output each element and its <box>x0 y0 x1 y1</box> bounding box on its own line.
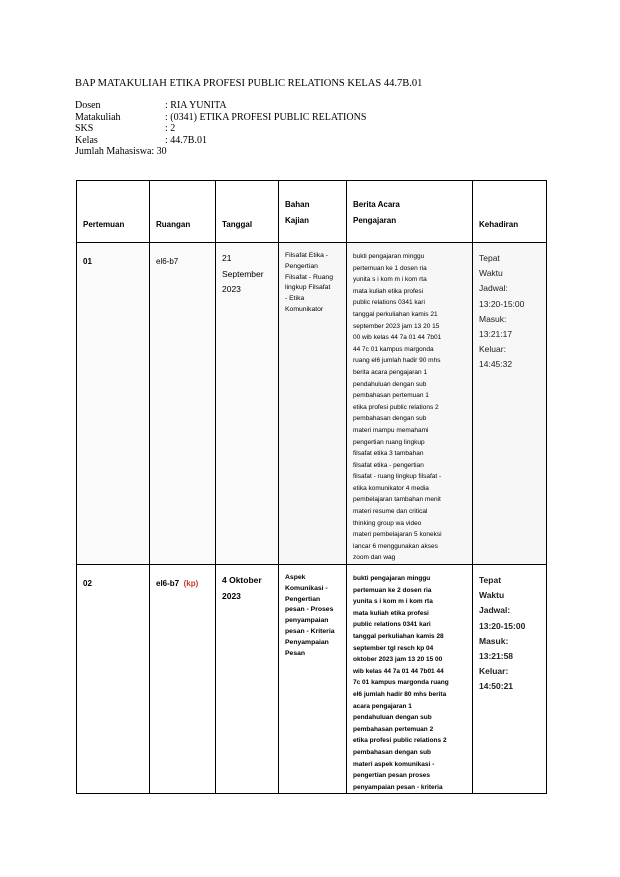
header-pertemuan: Pertemuan <box>77 181 150 243</box>
cell-pertemuan <box>77 243 150 565</box>
kehadiran-line: 13:21:58 <box>479 651 514 662</box>
bahan-line: Pengertian <box>285 262 318 270</box>
cell-bahan-kajian <box>279 565 347 794</box>
header-tanggal: Tanggal <box>216 181 279 243</box>
meta-value: : (0341) ETIKA PROFESI PUBLIC RELATIONS <box>165 111 367 123</box>
cell-tanggal <box>216 565 279 794</box>
berita-line: materi resume dan critical <box>353 508 428 516</box>
berita-line: berita acara pengajaran 1 <box>353 368 428 376</box>
kehadiran-line: Tepat <box>479 253 500 263</box>
bahan-line: Komunikator <box>285 305 324 313</box>
table-row <box>77 243 547 565</box>
cell-ruangan <box>150 243 216 565</box>
berita-line: pembahasan pertemuan 1 <box>353 392 429 400</box>
berita-line: bukti pengajaran minggu <box>353 575 431 583</box>
berita-line: 00 wib kelas 44 7a 01 44 7b01 <box>353 334 442 342</box>
bahan-line: Komunikasi - <box>285 584 328 592</box>
berita-line: 7c 01 kampus margonda ruang <box>353 679 449 687</box>
berita-line: materi pembelajaran 5 koneksi <box>353 531 442 539</box>
tanggal-line: September <box>222 268 264 279</box>
bahan-line: Pesan <box>285 649 306 657</box>
kehadiran-line: Masuk: <box>479 635 509 646</box>
meta-label: Dosen <box>75 100 101 111</box>
kehadiran-line: Jadwal: <box>479 605 511 616</box>
berita-line: filsafat etika 3 tambahan <box>353 450 424 458</box>
berita-line: acara pengajaran 1 <box>353 702 412 710</box>
berita-line: pembahasan dengan sub <box>353 748 432 756</box>
meta-value: : 2 <box>165 123 176 135</box>
kehadiran-line: 13:20-15:00 <box>479 620 526 631</box>
berita-line: bukti pengajaran minggu <box>353 253 425 260</box>
berita-line: materi aspek komunikasi - <box>353 760 435 768</box>
bahan-line: - Etika <box>285 295 305 303</box>
bahan-line: penyampaian <box>285 617 329 625</box>
meta-row-sks <box>75 123 366 135</box>
pertemuan-number: 02 <box>83 579 92 589</box>
berita-line: penyampaian pesan - kriteria <box>353 783 443 791</box>
cell-berita-acara <box>347 565 473 794</box>
bahan-line: lingkup Filsafat <box>285 284 331 292</box>
meta-value: : 44.7B.01 <box>165 134 207 146</box>
cell-kehadiran <box>473 243 547 565</box>
berita-line: pengertian ruang lingkup <box>353 438 425 446</box>
berita-line: tanggal perkuliahan kamis 21 <box>353 310 438 318</box>
meta-label: Jumlah Mahasiswa <box>75 146 152 158</box>
meta-value: : RIA YUNITA <box>165 100 227 111</box>
ruangan-value: el6-b7 <box>156 257 179 266</box>
kehadiran-line: Keluar: <box>479 666 509 677</box>
berita-line: pembelajaran tambahan menit <box>353 496 441 504</box>
header-ruangan: Ruangan <box>150 181 216 243</box>
cell-bahan-kajian <box>279 243 347 565</box>
table-header-row <box>77 181 547 243</box>
kehadiran-line: Waktu <box>479 590 505 601</box>
tanggal-line: 2023 <box>222 590 241 601</box>
berita-line: tanggal perkuliahan kamis 28 <box>353 633 444 640</box>
berita-line: mata kuliah etika profesi <box>353 609 429 617</box>
meta-label: Matakuliah <box>75 111 121 123</box>
berita-line: pertemuan ke 1 dosen ria <box>353 264 427 272</box>
kehadiran-line: Jadwal: <box>479 283 508 294</box>
berita-line: materi mampu memahami <box>353 426 429 434</box>
course-meta <box>75 100 366 158</box>
berita-line: pertemuan ke 2 dosen ria <box>353 586 432 594</box>
bahan-line: Pengertian <box>285 595 321 603</box>
berita-line: 44 7c 01 kampus margonda <box>353 345 434 353</box>
berita-line: yunita s i kom m i kom rta <box>353 598 433 606</box>
berita-line: pengertian pesan proses <box>353 772 430 780</box>
header-berita-acara: Berita Acara Pengajaran <box>347 181 473 243</box>
bap-table <box>76 180 547 794</box>
pertemuan-number: 01 <box>83 257 92 266</box>
berita-line: september 2023 jam 13 20 15 <box>353 322 440 330</box>
header-bahan-kajian: Bahan Kajian <box>279 181 347 243</box>
meta-row-dosen <box>75 100 366 112</box>
meta-row-matakuliah <box>75 112 366 124</box>
ruangan-value: el6-b7 <box>156 579 180 589</box>
berita-line: oktober 2023 jam 13 20 15 00 <box>353 656 443 664</box>
berita-line: el6 jumlah hadir 80 mhs berita <box>353 690 447 698</box>
berita-line: thinking group wa video <box>353 519 422 527</box>
berita-line: pembahasan pertemuan 2 <box>353 725 434 733</box>
tanggal-line: 2023 <box>222 284 241 294</box>
cell-tanggal <box>216 243 279 565</box>
meta-value: : 30 <box>151 146 167 158</box>
berita-line: lancar 6 menggunakan akses <box>353 542 438 550</box>
bahan-line: pesan - Proses <box>285 606 334 614</box>
tanggal-line: 4 Oktober <box>222 575 262 586</box>
table-row <box>77 565 547 794</box>
kehadiran-line: Tepat <box>479 575 502 586</box>
bahan-line: Penyampaian <box>285 638 329 646</box>
berita-line: yunita s i kom m i kom rta <box>353 276 427 284</box>
kehadiran-line: 13:20-15:00 <box>479 298 525 309</box>
berita-line: mata kuliah etika profesi <box>353 287 424 295</box>
meta-label: Kelas <box>75 134 98 146</box>
berita-line: etika profesi public relations 2 <box>353 403 439 411</box>
berita-line: ruang el6 jumlah hadir 90 mhs <box>353 357 441 365</box>
meta-row-jumlah-mahasiswa <box>75 146 366 158</box>
meta-row-kelas <box>75 135 366 147</box>
meta-label: SKS <box>75 123 94 135</box>
bahan-line: Filsafat Etika - <box>285 252 329 259</box>
berita-line: public relations 0341 kari <box>353 299 425 307</box>
berita-line: etika komunikator 4 media <box>353 484 429 492</box>
header-kehadiran: Kehadiran <box>473 181 547 243</box>
document-title: BAP MATAKULIAH ETIKA PROFESI PUBLIC RELATIONS KELAS 44.7B.01 <box>75 78 423 89</box>
berita-line: zoom dan wag <box>353 554 396 562</box>
bahan-line: pesan - Kriteria <box>285 628 335 636</box>
berita-line: filsafat - ruang lingkup filsafat - <box>353 473 442 481</box>
ruangan-tag: (kp) <box>183 579 199 589</box>
berita-line: wib kelas 44 7a 01 44 7b01 44 <box>353 667 444 675</box>
berita-line: pendahuluan dengan sub <box>353 380 427 388</box>
berita-line: pendahuluan dengan sub <box>353 714 432 722</box>
kehadiran-line: Masuk: <box>479 313 507 324</box>
cell-pertemuan <box>77 565 150 794</box>
kehadiran-line: 13:21:17 <box>479 329 513 340</box>
berita-line: pembahasan dengan sub <box>353 415 427 423</box>
kehadiran-line: 14:50:21 <box>479 681 514 692</box>
cell-ruangan <box>150 565 216 794</box>
kehadiran-line: Waktu <box>479 268 503 279</box>
bahan-line: Aspek <box>285 574 306 582</box>
cell-berita-acara <box>347 243 473 565</box>
tanggal-line: 21 <box>222 253 232 263</box>
kehadiran-line: Keluar: <box>479 344 506 355</box>
bahan-line: Filsafat - Ruang <box>285 273 333 281</box>
berita-line: etika profesi public relations 2 <box>353 737 447 745</box>
cell-kehadiran <box>473 565 547 794</box>
berita-line: public relations 0341 kari <box>353 621 431 629</box>
kehadiran-line: 14:45:32 <box>479 359 513 370</box>
berita-line: filsafat etika - pengertian <box>353 461 424 469</box>
berita-line: september tgl resch kp 04 <box>353 644 434 652</box>
